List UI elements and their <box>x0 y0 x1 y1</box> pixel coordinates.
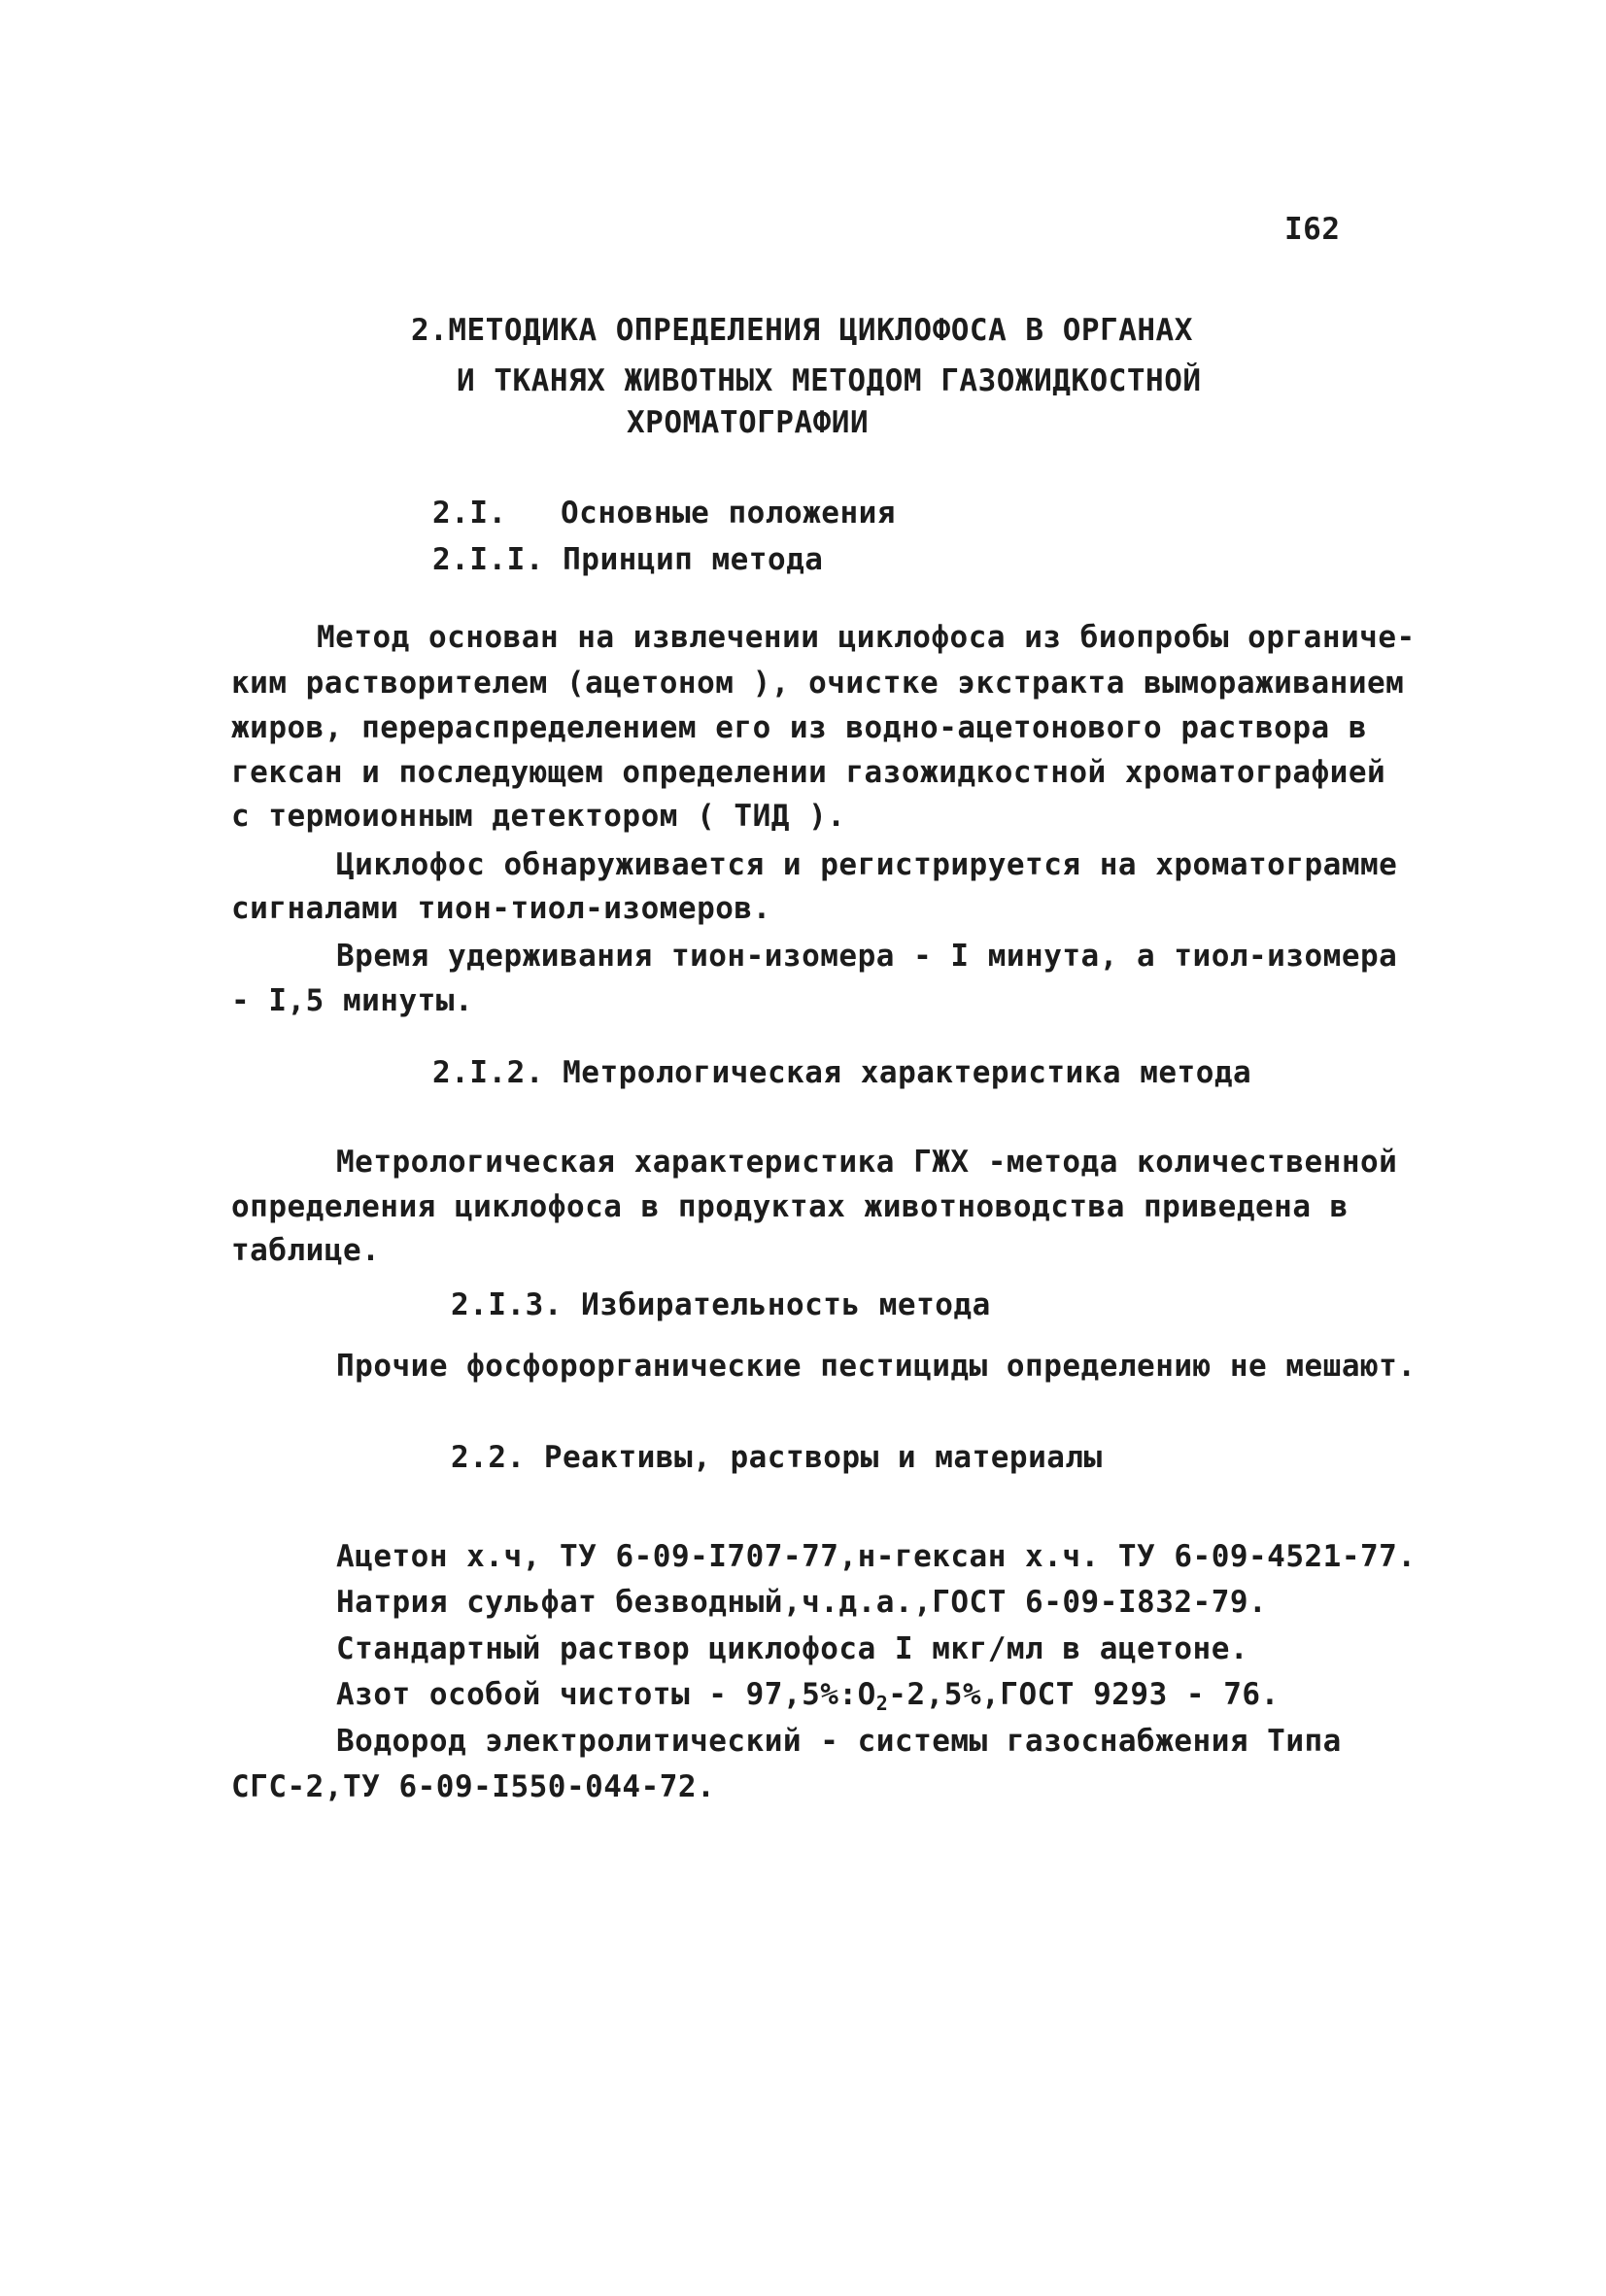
section-2-1-1-heading: 2.I.I. Принцип метода <box>432 542 824 577</box>
materials-line <box>336 1673 1280 1725</box>
paragraph-line: сигналами тион-тиол-изомеров. <box>231 891 771 926</box>
paragraph-line: определения циклофоса в продуктах животноводства приведена в <box>231 1189 1349 1224</box>
paragraph-line: Метрологическая характеристика ГЖХ -метода количественной <box>336 1145 1398 1180</box>
materials-text: Азот особой чистоты - 97,5%:O <box>336 1677 876 1712</box>
paragraph-line: Время удерживания тион-изомера - I минута, а тиол-изомера <box>336 939 1398 974</box>
materials-line: Натрия сульфат безводный,ч.д.а.,ГОСТ 6-09-I832-79. <box>336 1585 1268 1620</box>
materials-line: Водород электролитический - системы газоснабжения Типа <box>336 1724 1342 1759</box>
paragraph-line: - I,5 минуты. <box>231 983 474 1018</box>
paragraph-line: таблице. <box>231 1233 381 1268</box>
section-2-1-title: Основные положения <box>561 496 896 531</box>
section-2-1-2-heading: 2.I.2. Метрологическая характеристика метода <box>432 1055 1252 1090</box>
paragraph-line: с термоионным детектором ( ТИД ). <box>231 799 846 834</box>
section-2-1-number: 2.I. <box>432 496 507 531</box>
title-line-1: 2.МЕТОДИКА ОПРЕДЕЛЕНИЯ ЦИКЛОФОСА В ОРГАНАХ <box>411 313 1193 348</box>
title-line-2: И ТКАНЯХ ЖИВОТНЫХ МЕТОДОМ ГАЗОЖИДКОСТНОЙ <box>457 363 1202 398</box>
paragraph-line: Прочие фосфорорганические пестициды определению не мешают. <box>336 1349 1417 1384</box>
subscript: 2 <box>875 1692 889 1715</box>
paragraph-line: Циклофос обнаруживается и регистрируется на хроматограмме <box>336 847 1398 882</box>
materials-line: Стандартный раствор циклофоса I мкг/мл в ацетоне. <box>336 1631 1249 1666</box>
section-2-2-heading: 2.2. Реактивы, растворы и материалы <box>451 1440 1103 1475</box>
materials-line: Ацетон х.ч, ТУ 6-09-I707-77,н-гексан х.ч. ТУ 6-09-4521-77. <box>336 1539 1417 1574</box>
section-2-1-3-heading: 2.I.3. Избирательность метода <box>451 1287 991 1322</box>
page-number: I62 <box>1284 212 1341 247</box>
title-line-3: ХРОМАТОГРАФИИ <box>627 405 870 440</box>
paragraph-line: Метод основан на извлечении циклофоса из биопробы органиче- <box>317 620 1416 655</box>
materials-line: СГС-2,ТУ 6-09-I550-044-72. <box>231 1769 716 1804</box>
paragraph-line: жиров, перераспределением его из водно-ацетонового раствора в <box>231 710 1367 745</box>
paragraph-line: ким растворителем (ацетоном ), очистке экстракта вымораживанием <box>231 666 1405 701</box>
paragraph-line: гексан и последующем определении газожидкостной хроматографией <box>231 755 1386 790</box>
materials-text: -2,5%,ГОСТ 9293 - 76. <box>888 1677 1280 1712</box>
